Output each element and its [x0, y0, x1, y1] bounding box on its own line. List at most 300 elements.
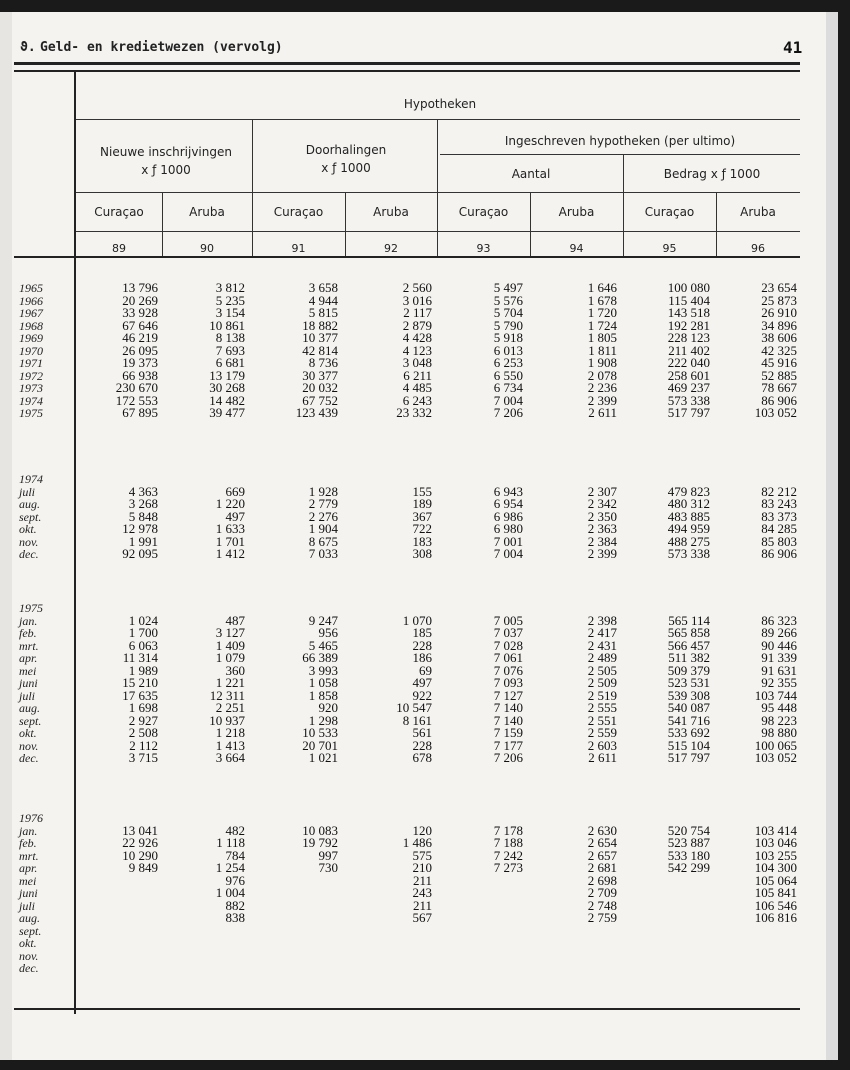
table-cell: 7 127: [493, 687, 523, 703]
table-cell: 98 223: [761, 712, 797, 728]
table-cell: 4 428: [402, 330, 432, 345]
table-cell: 1 486: [402, 835, 432, 850]
table-cell: 228: [412, 737, 432, 753]
row-label: apr.: [19, 651, 38, 665]
table-cell: 2 307: [587, 483, 617, 499]
table-cell: 143 518: [667, 305, 710, 320]
colnum-93: 93: [476, 242, 491, 255]
table-cell: 482: [225, 822, 245, 838]
block_1975-col-2: [209, 602, 245, 765]
table-cell: 23 654: [761, 280, 797, 295]
table-cell: 6 954: [493, 496, 523, 511]
row-label: 1965: [19, 281, 43, 295]
table-cell: 2 276: [308, 508, 338, 524]
block_1974-row-labels: [19, 473, 43, 561]
table-cell: 38 606: [761, 330, 797, 345]
table-cell: 7 140: [493, 700, 523, 715]
table-cell: 1 989: [128, 662, 158, 678]
table-cell: 33 928: [122, 305, 158, 320]
table-cell: 1 409: [215, 637, 245, 653]
table-cell: 1 698: [128, 700, 158, 715]
rule-above-subheaders: [76, 192, 800, 193]
row-label: sept.: [19, 509, 42, 524]
table-cell: 2 611: [588, 405, 617, 420]
block_years-col-3: [296, 282, 338, 420]
table-cell: 83 373: [761, 508, 797, 524]
table-cell: 1 678: [587, 292, 617, 308]
table-cell: 4 363: [128, 483, 158, 499]
header-count: Aantal: [511, 167, 551, 181]
block_years-col-6: [588, 282, 617, 420]
row-label: okt.: [19, 936, 37, 950]
table-cell: 920: [318, 700, 338, 715]
table-cell: 565 858: [667, 625, 710, 640]
table-cell: 20 269: [122, 292, 158, 308]
table-cell: 1 904: [308, 521, 338, 536]
table-cell: 6 734: [493, 380, 523, 395]
table-cell: 882: [225, 897, 245, 913]
row-label: 1968: [19, 318, 43, 333]
table-cell: 1 079: [215, 650, 245, 665]
table-cell: 67 895: [122, 405, 158, 420]
subheader-2: Aruba: [189, 205, 225, 219]
row-label: nov.: [19, 738, 39, 753]
table-cell: 8 161: [402, 712, 432, 728]
row-label: mrt.: [19, 848, 39, 863]
block_1976-row-labels: [19, 812, 43, 975]
table-cell: 533 692: [667, 725, 710, 740]
table-cell: [216, 962, 245, 975]
table-cell: 6 243: [402, 392, 432, 408]
table-cell: 12 978: [122, 521, 158, 536]
colnum-94: 94: [569, 242, 584, 255]
table-cell: [668, 950, 710, 963]
table-cell: 3 268: [128, 496, 158, 511]
subheader-5: Curaçao: [458, 205, 509, 219]
block_1974-col-8: [761, 473, 797, 561]
table-cell: 228: [412, 637, 432, 653]
table-cell: [122, 875, 158, 888]
row-label: jan.: [19, 613, 38, 628]
table-cell: 86 323: [761, 612, 797, 628]
table-cell: [302, 925, 338, 938]
table-cell: 104 300: [754, 860, 797, 875]
table-cell: [122, 962, 158, 975]
table-cell: 89 266: [761, 625, 797, 640]
table-cell: [122, 925, 158, 938]
table-cell: 523 531: [667, 675, 710, 690]
table-cell: 103 414: [754, 822, 797, 838]
row-label: 1969: [19, 331, 43, 345]
table-cell: 19 792: [302, 835, 338, 850]
table-cell: 5 704: [493, 305, 523, 320]
table-cell: [403, 937, 432, 950]
table-cell: 3 154: [215, 305, 245, 320]
table-cell: 155: [412, 483, 432, 499]
table-cell: 258 601: [667, 367, 710, 383]
table-cell: [588, 950, 617, 963]
table-cell: 1 805: [587, 330, 617, 345]
table-cell: 18 882: [302, 317, 338, 333]
block_1975-col-7: [668, 602, 710, 765]
row-label: dec.: [19, 547, 39, 561]
row-label: dec.: [19, 751, 39, 765]
table-cell: 66 389: [302, 650, 338, 665]
row-label: mrt.: [19, 638, 39, 653]
table-cell: 42 325: [761, 342, 797, 358]
table-cell: 3 812: [215, 280, 245, 295]
subheader-3: Curaçao: [273, 205, 324, 219]
table-cell: 3 048: [402, 355, 432, 370]
table-cell: 8 736: [308, 355, 338, 370]
table-cell: 6 980: [493, 521, 523, 536]
table-cell: 2 384: [587, 533, 617, 549]
block_1976-col-4: [403, 812, 432, 975]
row-label: feb.: [19, 836, 37, 850]
table-cell: [403, 950, 432, 963]
row-label: jan.: [19, 823, 38, 838]
block_1975-col-4: [396, 602, 432, 765]
table-cell: 573 338: [667, 392, 710, 408]
table-cell: [302, 900, 338, 913]
row-label: aug.: [19, 497, 40, 511]
table-cell: 575: [412, 847, 432, 863]
table-cell: 539 308: [667, 687, 710, 703]
table-cell: [668, 962, 710, 975]
table-cell: 520 754: [667, 822, 710, 838]
block_1976-col-8: [755, 812, 797, 975]
table-cell: 26 095: [122, 342, 158, 358]
table-cell: 25 873: [761, 292, 797, 308]
table-cell: 5 576: [493, 292, 523, 308]
table-cell: [755, 937, 797, 950]
table-cell: 1 811: [588, 342, 617, 358]
block_1975-col-3: [302, 602, 338, 765]
table-cell: 2 709: [587, 885, 617, 900]
table-cell: 6 253: [493, 355, 523, 370]
colnum-90: 90: [200, 242, 214, 255]
row-label: apr.: [19, 861, 38, 875]
table-cell: 561: [412, 725, 432, 740]
table-cell: 1 413: [215, 737, 245, 753]
block_1974-col-5: [494, 473, 523, 561]
table-cell: 678: [412, 750, 432, 765]
table-cell: [122, 900, 158, 913]
table-cell: 2 603: [587, 737, 617, 753]
table-cell: 2 630: [587, 822, 617, 838]
table-cell: 2 078: [587, 367, 617, 383]
colnum-89: 89: [112, 242, 126, 255]
table-cell: 1 118: [216, 835, 245, 850]
row-label: dec.: [19, 961, 39, 975]
table-cell: 2 342: [587, 496, 617, 511]
table-cell: 34 896: [761, 317, 797, 333]
block_1976-col-1: [122, 812, 158, 975]
table-cell: 669: [225, 483, 245, 499]
row-label: juni: [19, 886, 38, 900]
block_1975-col-5: [494, 602, 523, 765]
table-cell: 19 373: [122, 355, 158, 370]
table-cell: 1 991: [128, 533, 158, 549]
table-cell: 7 004: [493, 546, 523, 561]
table-cell: [302, 937, 338, 950]
table-cell: 10 377: [302, 330, 338, 345]
table-cell: 997: [318, 847, 338, 863]
table-cell: [588, 937, 617, 950]
subheader-8: Aruba: [740, 205, 776, 219]
colnum-95: 95: [662, 242, 677, 255]
table-cell: 494 959: [667, 521, 710, 536]
table-cell: [494, 937, 523, 950]
table-cell: 1 221: [215, 675, 245, 690]
table-title: Hypotheken: [403, 97, 477, 111]
table-cell: 7 206: [493, 750, 523, 765]
top-rule-2: [14, 70, 800, 72]
block_1976-col-2: [216, 812, 245, 975]
table-cell: 3 016: [402, 292, 432, 308]
table-cell: 103 255: [754, 847, 797, 863]
table-cell: 11 314: [122, 650, 158, 665]
row-label: juli: [19, 688, 36, 703]
table-cell: 2 559: [587, 725, 617, 740]
table-cell: 5 918: [493, 330, 523, 345]
table-cell: 7 076: [493, 662, 523, 678]
subheader-1: Curaçao: [94, 205, 144, 219]
table-cell: 2 509: [587, 675, 617, 690]
table-cell: 1 700: [128, 625, 158, 640]
table-cell: 2 117: [403, 305, 432, 320]
table-cell: 2 251: [215, 700, 245, 715]
table-cell: 1 720: [587, 305, 617, 320]
table-cell: 2 417: [587, 625, 617, 640]
block_years-col-1: [116, 282, 158, 420]
colnum-91: 91: [291, 242, 306, 255]
table-cell: 6 211: [403, 367, 432, 383]
table-cell: 2 398: [587, 612, 617, 628]
table-cell: 103 052: [754, 405, 797, 420]
table-cell: 2 505: [587, 662, 617, 678]
table-cell: [668, 887, 710, 900]
table-cell: [122, 950, 158, 963]
table-cell: [403, 962, 432, 975]
table-cell: [302, 875, 338, 888]
table-cell: 83 243: [761, 496, 797, 511]
header-cancel-line1: Doorhalingen: [305, 143, 387, 157]
page-number: 41: [783, 38, 803, 57]
row-label: okt.: [19, 522, 37, 536]
table-cell: 14 482: [209, 392, 245, 408]
table-cell: 2 363: [587, 521, 617, 536]
table-cell: [216, 950, 245, 963]
table-cell: 5 815: [308, 305, 338, 320]
table-cell: 30 377: [302, 367, 338, 383]
table-cell: 7 177: [493, 737, 523, 753]
table-cell: 120: [412, 822, 432, 838]
table-cell: 565 114: [668, 612, 710, 628]
table-cell: 10 533: [302, 725, 338, 740]
table-cell: 573 338: [667, 546, 710, 561]
table-cell: 7 028: [493, 637, 523, 653]
table-cell: 10 083: [302, 822, 338, 838]
row-label: 1972: [19, 368, 43, 383]
table-cell: 1 412: [215, 546, 245, 561]
table-cell: 98 880: [761, 725, 797, 740]
table-cell: [494, 950, 523, 963]
table-cell: 523 887: [667, 835, 710, 850]
table-cell: 1 633: [215, 521, 245, 536]
table-cell: 480 312: [667, 496, 710, 511]
block_1976-col-3: [302, 812, 338, 975]
table-cell: 10 290: [122, 847, 158, 863]
subheader-7: Curaçao: [644, 205, 695, 219]
table-cell: 66 938: [122, 367, 158, 383]
table-cell: 497: [412, 675, 432, 690]
block_1974-col-1: [122, 473, 158, 561]
colnum-96: 96: [751, 242, 765, 255]
table-cell: 15 210: [122, 675, 158, 690]
table-cell: 1 724: [587, 317, 617, 333]
table-cell: 6 986: [493, 508, 523, 524]
table-cell: 533 180: [667, 847, 710, 863]
table-cell: 211: [412, 872, 432, 888]
table-cell: 211 402: [668, 342, 710, 358]
table-cell: 10 937: [209, 712, 245, 728]
table-cell: [494, 925, 523, 938]
table-cell: 4 123: [402, 342, 432, 358]
table-cell: 90 446: [761, 637, 797, 653]
table-cell: 5 497: [493, 280, 523, 295]
table-cell: 42 814: [302, 342, 338, 358]
table-cell: [494, 875, 523, 888]
table-cell: 172 553: [115, 392, 158, 408]
section-marker: ϑ.: [20, 40, 36, 55]
table-cell: [494, 912, 523, 925]
table-cell: 566 457: [667, 637, 710, 653]
table-cell: 7 037: [493, 625, 523, 640]
table-cell: 7 093: [493, 675, 523, 690]
block_years-col-5: [494, 282, 523, 420]
table-cell: 100 080: [667, 280, 710, 295]
table-cell: 67 646: [122, 317, 158, 333]
table-cell: 487: [225, 612, 245, 628]
table-cell: 2 927: [128, 712, 158, 728]
table-cell: 956: [318, 625, 338, 640]
table-cell: [668, 937, 710, 950]
table-cell: 10 861: [209, 317, 245, 333]
row-label: sept.: [19, 713, 42, 728]
table-cell: 26 910: [761, 305, 797, 320]
table-cell: 5 235: [215, 292, 245, 308]
table-cell: 1 058: [308, 675, 338, 690]
table-cell: 6 681: [215, 355, 245, 370]
table-cell: 105 064: [754, 872, 797, 888]
table-cell: 509 379: [667, 662, 710, 678]
table-cell: 2 508: [128, 725, 158, 740]
table-cell: 4 944: [308, 292, 338, 308]
table-cell: 13 179: [209, 367, 245, 383]
table-cell: 86 906: [761, 546, 797, 561]
table-cell: [302, 887, 338, 900]
table-cell: 2 654: [587, 835, 617, 850]
table-cell: [494, 962, 523, 975]
header-cancel-line2: x ƒ 1000: [321, 161, 371, 175]
block_years-col-2: [209, 282, 245, 420]
table-cell: 1 070: [402, 612, 432, 628]
table-cell: 2 519: [587, 687, 617, 703]
table-cell: 243: [412, 885, 432, 900]
table-cell: [216, 925, 245, 938]
table-cell: 5 465: [308, 637, 338, 653]
table-cell: 189: [412, 496, 432, 511]
table-cell: 5 790: [493, 317, 523, 333]
table-cell: 228 123: [667, 330, 710, 345]
rule-under-registered: [440, 154, 800, 155]
table-cell: [122, 912, 158, 925]
table-cell: 6 943: [493, 483, 523, 499]
table-cell: 1 218: [215, 725, 245, 740]
table-cell: 2 489: [587, 650, 617, 665]
rule-under-header: [14, 256, 800, 258]
row-label: mei: [19, 663, 37, 678]
row-label: juli: [19, 898, 36, 913]
header-new-line1: Nieuwe inschrijvingen: [100, 145, 232, 159]
table-cell: [588, 925, 617, 938]
block_1974-col-4: [413, 473, 433, 561]
table-cell: 541 716: [667, 712, 710, 728]
table-cell: 784: [225, 847, 245, 863]
table-cell: 123 439: [295, 405, 338, 420]
table-cell: 567: [412, 910, 432, 925]
table-cell: 185: [412, 625, 432, 640]
table-cell: 1 220: [215, 496, 245, 511]
table-cell: 722: [412, 521, 432, 536]
table-cell: 730: [318, 860, 338, 875]
table-cell: 17 635: [122, 687, 158, 703]
row-label: 1970: [19, 343, 43, 358]
row-label: 1975: [19, 601, 43, 615]
table-cell: [302, 950, 338, 963]
row-label: nov.: [19, 948, 39, 963]
vline-1: [252, 120, 253, 256]
table-cell: 23 332: [396, 405, 432, 420]
table-cell: 3 993: [308, 662, 338, 678]
subheader-6: Aruba: [558, 205, 595, 219]
block_1975-col-6: [588, 602, 617, 765]
table-cell: 488 275: [667, 533, 710, 549]
table-cell: 6 550: [493, 367, 523, 383]
table-cell: 3 658: [308, 280, 338, 295]
table-cell: 7 140: [493, 712, 523, 728]
table-cell: 9 247: [308, 612, 338, 628]
page-edge-shadow: [826, 12, 838, 1060]
table-cell: 8 675: [308, 533, 338, 549]
table-cell: 2 399: [587, 392, 617, 408]
table-cell: 13 041: [122, 822, 158, 838]
table-cell: 2 551: [587, 712, 617, 728]
table-cell: 20 701: [302, 737, 338, 753]
table-cell: 230 670: [115, 380, 158, 395]
table-cell: 91 631: [761, 662, 797, 678]
table-cell: 4 485: [402, 380, 432, 395]
table-cell: 542 299: [667, 860, 710, 875]
table-cell: 7 005: [493, 612, 523, 628]
table-cell: 103 046: [754, 835, 797, 850]
block_years-col-7: [668, 282, 710, 420]
previous-page-edge: [0, 12, 12, 1060]
block_years-col-4: [396, 282, 432, 420]
table-cell: 1 646: [587, 280, 617, 295]
table-cell: 115 404: [668, 292, 710, 308]
